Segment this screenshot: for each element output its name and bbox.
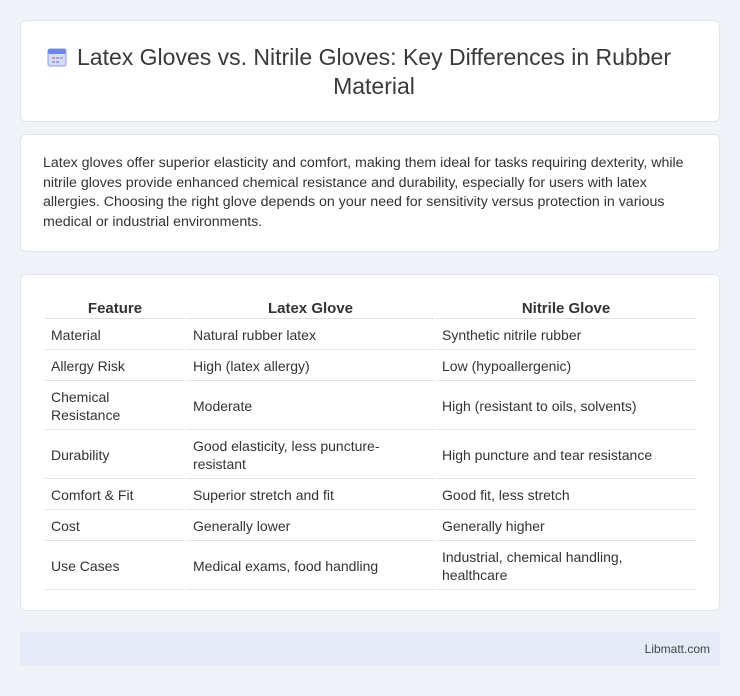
comparison-card <box>20 274 720 611</box>
table-cell: Chemical Resistance <box>45 383 185 430</box>
table-row <box>45 352 696 381</box>
table-cell: Moderate <box>187 383 434 430</box>
table-row <box>45 481 696 510</box>
table-cell: Generally higher <box>436 512 696 541</box>
page-title: Latex Gloves vs. Nitrile Gloves: Key Differences in Rubber Material <box>77 44 671 99</box>
table-row <box>45 383 696 430</box>
table-cell: Material <box>45 321 185 350</box>
footer-site-link[interactable]: Libmatt.com <box>644 642 710 656</box>
table-cell: Low (hypoallergenic) <box>436 352 696 381</box>
table-cell: Allergy Risk <box>45 352 185 381</box>
table-cell: Good fit, less stretch <box>436 481 696 510</box>
table-cell: High (resistant to oils, solvents) <box>436 383 696 430</box>
column-header-feature: Feature <box>45 299 185 319</box>
table-cell: High (latex allergy) <box>187 352 434 381</box>
intro-card <box>20 134 720 252</box>
table-header-row <box>45 299 696 319</box>
table-row <box>45 512 696 541</box>
table-cell: Superior stretch and fit <box>187 481 434 510</box>
table-cell: Industrial, chemical handling, healthcare <box>436 543 696 590</box>
table-cell: Medical exams, food handling <box>187 543 434 590</box>
table-cell: Use Cases <box>45 543 185 590</box>
table-row <box>45 321 696 350</box>
intro-paragraph: Latex gloves offer superior elasticity and comfort, making them ideal for tasks requiring dexterity, while nitrile gloves provide enhanced chemical resistance and durability, especially for users with latex allergies. Choosing the right glove depends on your need for sensitivity versus protection in various medical or industrial environments. <box>43 155 684 230</box>
table-cell: High puncture and tear resistance <box>436 432 696 479</box>
table-cell: Comfort & Fit <box>45 481 185 510</box>
table-row <box>45 432 696 479</box>
table-cell: Natural rubber latex <box>187 321 434 350</box>
table-row <box>45 543 696 590</box>
table-cell: Good elasticity, less puncture-resistant <box>187 432 434 479</box>
table-cell: Generally lower <box>187 512 434 541</box>
column-header-latex: Latex Glove <box>187 299 434 319</box>
comparison-table <box>43 297 698 592</box>
table-cell: Cost <box>45 512 185 541</box>
footer <box>20 632 720 666</box>
title-card <box>20 20 720 122</box>
table-cell: Durability <box>45 432 185 479</box>
table-cell: Synthetic nitrile rubber <box>436 321 696 350</box>
column-header-nitrile: Nitrile Glove <box>436 299 696 319</box>
